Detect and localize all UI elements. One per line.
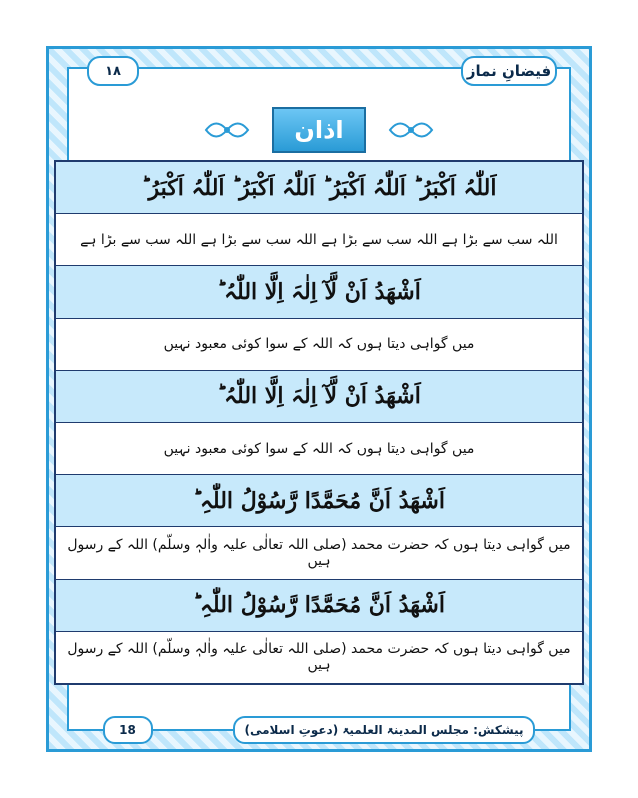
adhan-table bbox=[54, 160, 584, 685]
publisher-label: پیشکش: مجلس المدینۃ العلمیۃ (دعوتِ اسلامی) bbox=[233, 716, 536, 744]
footer-page-number: 18 bbox=[103, 716, 153, 744]
adhan-row-translation: میں گواہی دیتا ہوں کہ اللہ کے سوا کوئی معبود نہیں bbox=[56, 319, 582, 371]
adhan-row-translation: اللہ سب سے بڑا ہے اللہ سب سے بڑا ہے اللہ سب سے بڑا ہے اللہ سب سے بڑا ہے bbox=[56, 214, 582, 266]
section-heading: اذان bbox=[272, 107, 366, 153]
book-title-badge: فیضانِ نماز bbox=[461, 56, 557, 86]
adhan-row-arabic: اَشْھَدُ اَنَّ مُحَمَّدًا رَّسُوْلُ اللّٰہِ ؕ bbox=[56, 580, 582, 632]
adhan-row-translation: میں گواہی دیتا ہوں کہ اللہ کے سوا کوئی معبود نہیں bbox=[56, 423, 582, 475]
adhan-row-arabic: اَشْھَدُ اَنْ لَّآ اِلٰہَ اِلَّا اللّٰہُ ؕ bbox=[56, 266, 582, 318]
header-page-number: ۱۸ bbox=[87, 56, 139, 86]
adhan-row-translation: میں گواہی دیتا ہوں کہ حضرت محمد (صلی اللہ تعالٰی علیہ واٰلہٖ وسلّم) اللہ کے رسول ہیں bbox=[56, 632, 582, 683]
adhan-row-arabic: اَشْھَدُ اَنْ لَّآ اِلٰہَ اِلَّا اللّٰہُ ؕ bbox=[56, 371, 582, 423]
adhan-row-arabic: اَشْھَدُ اَنَّ مُحَمَّدًا رَّسُوْلُ اللّٰہِ ؕ bbox=[56, 475, 582, 527]
adhan-row-arabic: اَللّٰہُ اَکْبَرُ ؕ اَللّٰہُ اَکْبَرُ ؕ اَللّٰہُ اَکْبَرُ ؕ اَللّٰہُ اَکْبَرُ ؕ bbox=[56, 162, 582, 214]
adhan-row-translation: میں گواہی دیتا ہوں کہ حضرت محمد (صلی اللہ تعالٰی علیہ واٰلہٖ وسلّم) اللہ کے رسول ہیں bbox=[56, 527, 582, 579]
left-ornament-icon bbox=[204, 115, 250, 145]
right-ornament-icon bbox=[388, 115, 434, 145]
footer bbox=[69, 715, 569, 745]
section-heading-area bbox=[69, 107, 569, 153]
